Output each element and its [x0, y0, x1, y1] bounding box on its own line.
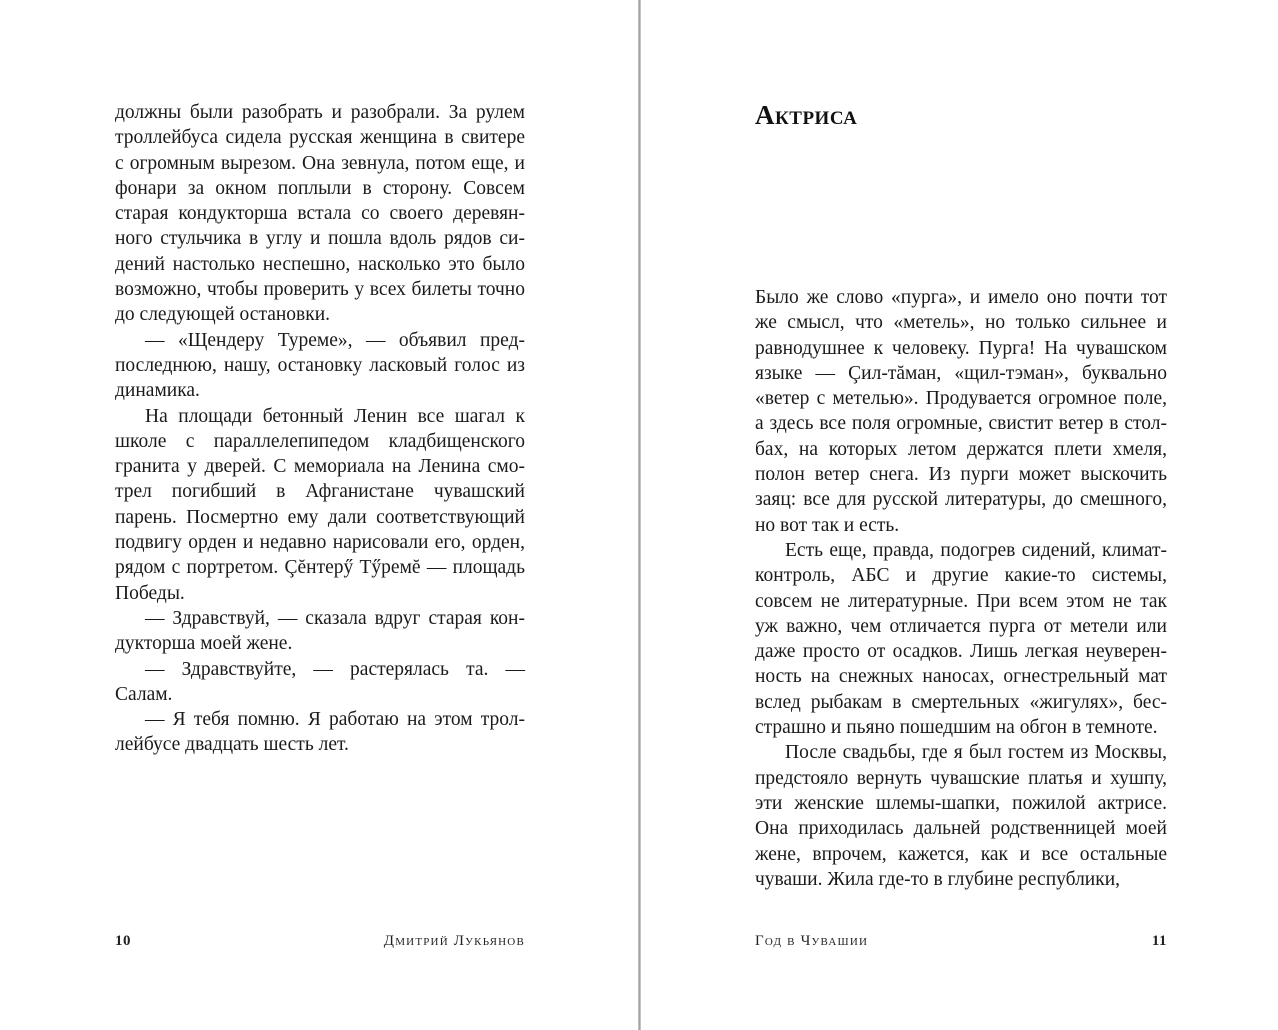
- left-page: [0, 0, 638, 1030]
- right-page-text: [755, 285, 1167, 892]
- running-head-book: Год в Чувашии: [755, 933, 869, 949]
- paragraph: Было же слово «пурга», и имело оно почти тот же смысл, что «метель», но только сильнее и равнодушнее к человеку. Пурга! На чувашском языке — Çил-тăман, «щил-тэман», буквально «ветер с метелью». Продувается огромное поле, а здесь все поля огромные, свистит ветер в столбах, на которых летом держатся плети хмеля, полон ветер снега. Из пурги может выскочить заяц: все для русской литературы, до смешного, но вот так и есть.: [755, 287, 1167, 536]
- paragraph: Есть еще, правда, подогрев сидений, климат-контроль, АБС и другие какие-то системы, совсем не литературные. При всем этом не так уж важно, чем отличается пурга от метели или даже просто от осадков. Лишь легкая неуверенность на снежных наносах, огнестрельный мат вслед рыбакам в смертельных «жигулях», бесстрашно и пьяно пошедшим на обгон в темноте.: [755, 539, 1167, 739]
- paragraph: — Я тебя помню. Я работаю на этом троллейбусе двадцать шесть лет.: [115, 709, 525, 756]
- chapter-title: Актриса: [755, 100, 858, 130]
- right-page: [641, 0, 1278, 1030]
- left-page-text: [115, 100, 525, 758]
- page-number: 11: [1151, 933, 1167, 949]
- paragraph: должны были разобрать и разобрали. За рулем троллейбуса сидела русская женщина в свитере с огромным вырезом. Она зевнула, потом еще, и фонари за окном поплыли в сторону. Совсем старая кондукторша встала со своего деревянного стульчика в углу и пошла вдоль рядов сидений настолько неспешно, насколько это было возможно, чтобы проверить у всех билеты точно до следующей остановки.: [115, 102, 525, 326]
- running-head-author: Дмитрий Лукьянов: [383, 933, 525, 949]
- paragraph: — «Щендеру Туреме», — объявил предпоследнюю, нашу, остановку ласковый голос из динамика.: [115, 329, 525, 402]
- paragraph: После свадьбы, где я был гостем из Москвы, предстояло вернуть чувашские платья и хушпу, эти женские шлемы-шапки, пожилой актрисе. Она приходилась дальней родственницей моей жене, впрочем, кажется, как и все остальные чуваши. Жила где-то в глубине республики,: [755, 742, 1167, 890]
- paragraph: — Здравствуйте, — растерялась та. — Салам.: [115, 658, 525, 705]
- paragraph: — Здравствуй, — сказала вдруг старая кондукторша моей жене.: [115, 607, 525, 655]
- page-number: 10: [115, 933, 131, 949]
- paragraph: На площади бетонный Ленин все шагал к школе с параллелепипедом кладбищенского гранита у дверей. С мемориала на Ленина смотрел погибший в Афганистане чувашский парень. Посмертно ему дали соответствующий подвигу орден и недавно нарисовали его, орден, рядом с портретом. Çĕнтерӳ Тӳремĕ — площадь Победы.: [115, 405, 525, 604]
